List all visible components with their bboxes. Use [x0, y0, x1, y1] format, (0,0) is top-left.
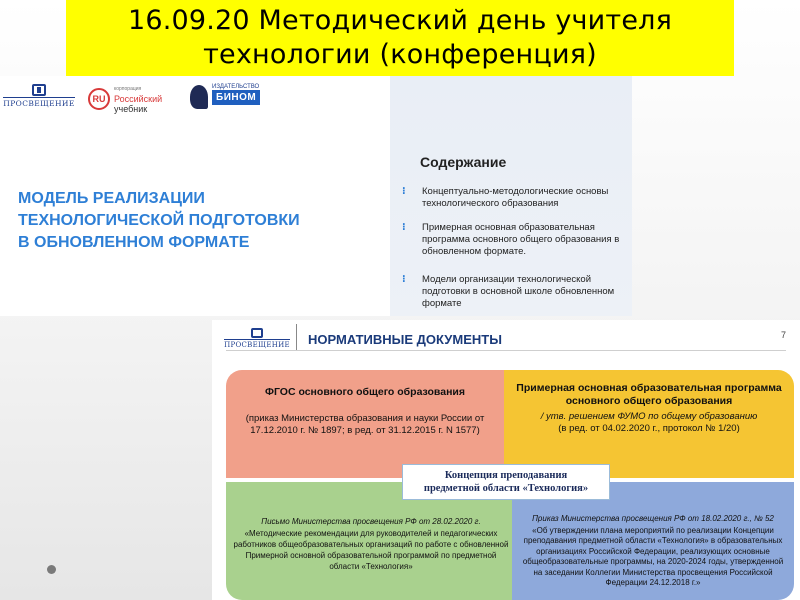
card-fgos-heading: ФГОС основного общего образования — [265, 386, 465, 398]
ru-word-2: учебник — [114, 104, 148, 114]
contents-title: Содержание — [420, 154, 507, 170]
prosveshchenie-wordmark: ПРОСВЕЩЕНИЕ — [224, 341, 290, 349]
ru-word-1: Российский — [114, 94, 163, 104]
bullet-icon: ⁝ — [402, 222, 406, 233]
contents-item — [402, 186, 628, 210]
concept-line-1: Концепция преподавания — [444, 470, 568, 481]
card-primer-text-1: / утв. решением ФУМО по общему образованию — [540, 411, 758, 422]
card-primer-text-2: (в ред. от 04.02.2020 г., протокол № 1/20) — [558, 423, 740, 434]
ru-small-text: корпорация — [114, 86, 142, 92]
binom-logo — [212, 84, 260, 105]
slide-title: НОРМАТИВНЫЕ ДОКУМЕНТЫ — [308, 332, 502, 347]
binom-wordmark: БИНОМ — [212, 90, 260, 105]
bullet-icon: ⁝ — [402, 274, 406, 285]
contents-item-text: Концептуально-методологические основы технологического образования — [422, 186, 609, 209]
ru-circle-icon: RU — [88, 88, 110, 110]
binom-small-text: ИЗДАТЕЛЬСТВО — [212, 84, 260, 90]
contents-item — [402, 274, 628, 310]
contents-item — [402, 222, 628, 258]
card-letter-heading: Письмо Министерства просвещения РФ от 28.02.2020 г. — [261, 517, 481, 526]
card-order-text: «Об утверждении плана мероприятий по реализации Концепции преподавания предметной области «Технология» в образовательных организациях Российской Федерации, реализующих основные общеобразовательные программы, на 2020-2024 годы, утвержденной на заседании Коллегии Министерства просвещения Российской Федерации 24.12.2018 г.» — [522, 525, 784, 587]
concept-box — [402, 464, 610, 500]
prosveshchenie-mark-icon — [32, 84, 46, 96]
card-primer-heading: Примерная основная образовательная программа основного общего образования — [516, 382, 782, 407]
model-title — [18, 188, 378, 254]
bullet-icon: ⁝ — [402, 186, 406, 197]
card-primer-program — [504, 370, 794, 478]
concept-line-2: предметной области «Технология» — [423, 483, 589, 494]
model-title-line-1: МОДЕЛЬ РЕАЛИЗАЦИИ — [18, 190, 205, 207]
card-order-heading: Приказ Министерства просвещения РФ от 18.02.2020 г., № 52 — [532, 514, 774, 523]
slide-contents — [390, 76, 632, 316]
russian-textbook-logo — [88, 84, 162, 114]
card-fgos-text: (приказ Министерства образования и науки России от 17.12.2010 г. № 1897; в ред. от 31.12.2015 г. N 1577) — [245, 413, 485, 436]
prosveshchenie-wordmark: ПРОСВЕЩЕНИЕ — [3, 99, 75, 108]
header-rule — [226, 350, 786, 351]
decorative-dot — [47, 565, 56, 574]
slide-model-title — [0, 76, 390, 316]
bird-logo-icon — [190, 84, 210, 110]
model-title-line-3: В ОБНОВЛЕННОМ ФОРМАТЕ — [18, 234, 250, 251]
prosveshchenie-logo — [226, 328, 288, 349]
publisher-logos — [3, 84, 388, 114]
title-line-1: 16.09.20 Методический день учителя — [127, 5, 673, 36]
prosveshchenie-mark-icon — [251, 328, 263, 338]
page-number: 7 — [780, 330, 786, 340]
card-letter-text: «Методические рекомендации для руководителей и педагогических работников общеобразовательных организаций по работе с обновленной Примерной основной образовательной программой по предметной области «Технология» — [233, 529, 509, 571]
contents-item-text: Примерная основная образовательная программа основного общего образования в обновленном формате. — [422, 222, 620, 257]
card-fgos — [226, 370, 504, 478]
model-title-line-2: ТЕХНОЛОГИЧЕСКОЙ ПОДГОТОВКИ — [18, 212, 300, 229]
header-divider — [296, 324, 297, 350]
slide-normative-documents — [212, 320, 800, 600]
prosveshchenie-logo — [3, 84, 75, 108]
contents-item-text: Модели организации технологической подготовки в основной школе обновленном формате — [422, 274, 615, 309]
title-banner — [66, 0, 734, 76]
title-line-2: технологии (конференция) — [203, 39, 597, 70]
